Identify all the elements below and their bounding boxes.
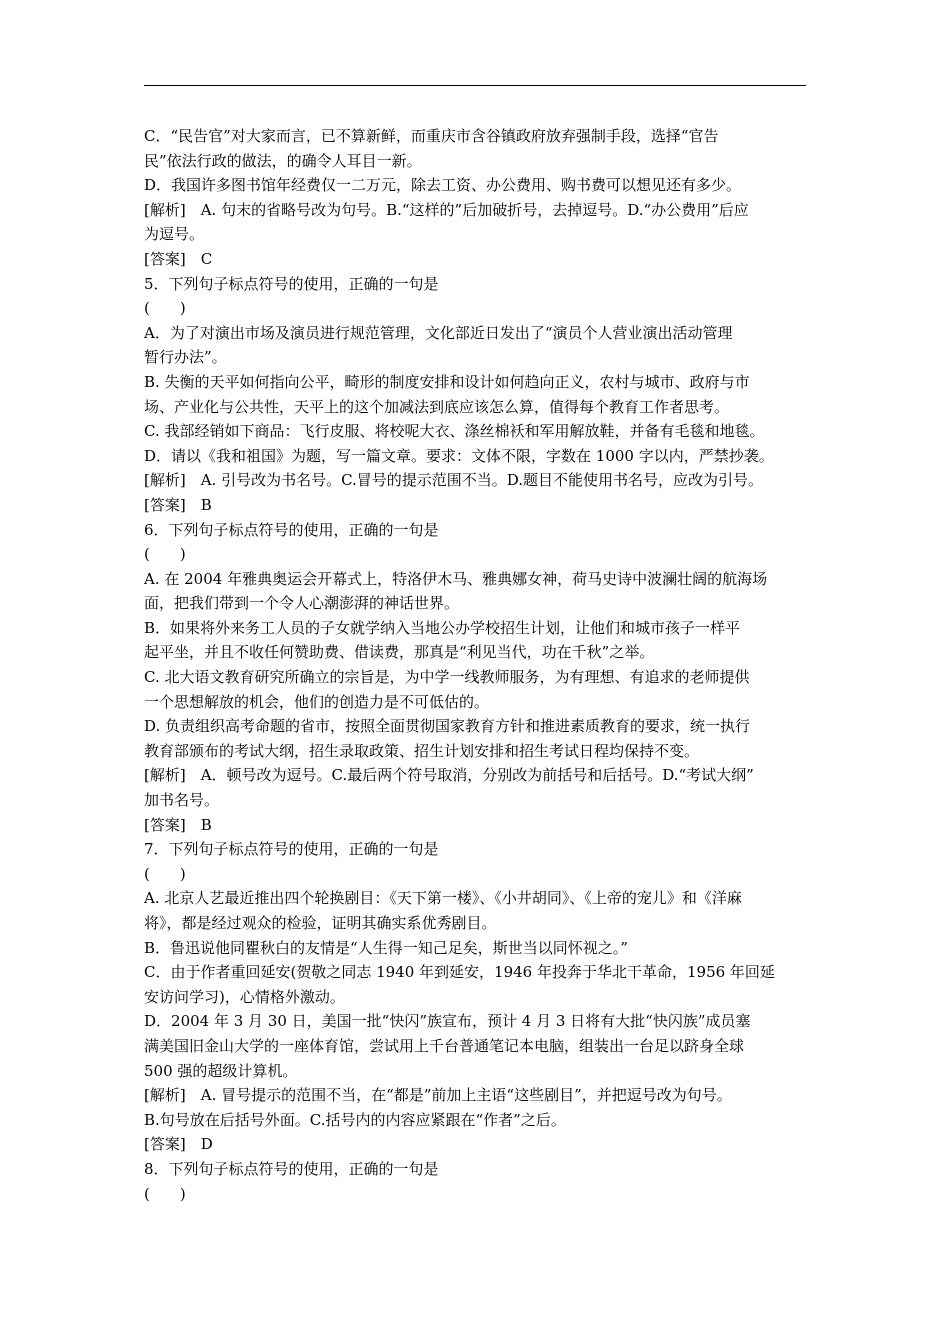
- text-line: 7．下列句子标点符号的使用，正确的一句是: [144, 840, 439, 859]
- document-body: [144, 124, 812, 1206]
- text-line: [解析] A. 引号改为书名号。C.冒号的提示范围不当。D.题目不能使用书名号，应改为引号。: [144, 471, 764, 490]
- header-rule: [144, 85, 806, 86]
- text-line: ( ): [144, 1184, 186, 1203]
- text-line: B.句号放在后括号外面。C.括号内的内容应紧跟在“作者”之后。: [144, 1110, 566, 1129]
- text-line: 满美国旧金山大学的一座体育馆，尝试用上千台普通笔记本电脑，组装出一台足以跻身全球: [144, 1036, 745, 1055]
- text-line: C．由于作者重回延安(贺敬之同志 1940 年到延安，1946 年投奔于华北干革命，1956 年回延: [144, 963, 775, 982]
- text-line: C. 我部经销如下商品：飞行皮服、将校呢大衣、涤丝棉袄和军用解放鞋，并备有毛毯和地毯。: [144, 422, 765, 441]
- text-line: A. 北京人艺最近推出四个轮换剧目：《天下第一楼》、《小井胡同》、《上帝的宠儿》和《洋麻: [144, 889, 742, 908]
- text-line: 起平坐，并且不收任何赞助费、借读费，那真是“利见当代，功在千秋”之举。: [144, 643, 655, 662]
- text-line: A．为了对演出市场及演员进行规范管理，文化部近日发出了“演员个人营业演出活动管理: [144, 323, 733, 342]
- text-line: D. 负责组织高考命题的省市，按照全面贯彻国家教育方针和推进素质教育的要求，统一执行: [144, 717, 751, 736]
- text-line: C．“民告官”对大家而言，已不算新鲜，而重庆市含谷镇政府放弃强制手段，选择“官告: [144, 127, 719, 145]
- text-line: B．鲁迅说他同瞿秋白的友情是“人生得一知己足矣，斯世当以同怀视之。”: [144, 938, 628, 957]
- text-line: 场、产业化与公共性，天平上的这个加减法到底应该怎么算，值得每个教育工作者思考。: [144, 397, 730, 416]
- text-line: 加书名号。: [144, 791, 220, 810]
- text-line: 为逗号。: [144, 225, 205, 244]
- text-line: [解析] A．顿号改为逗号。C.最后两个符号取消，分别改为前括号和后括号。D.“考试大纲”: [144, 766, 754, 785]
- text-line: ( ): [144, 299, 186, 318]
- text-line: A. 在 2004 年雅典奥运会开幕式上，特洛伊木马、雅典娜女神，荷马史诗中波澜壮阔的航海场: [144, 569, 768, 588]
- text-line: D．2004 年 3 月 30 日，美国一批“快闪”族宣布，预计 4 月 3 日将有大批“快闪族”成员塞: [144, 1012, 751, 1031]
- text-line: 一个思想解放的机会，他们的创造力是不可低估的。: [144, 692, 490, 711]
- text-line: D．我国许多图书馆年经费仅一二万元，除去工资、办公费用、购书费可以想见还有多少。: [144, 176, 742, 195]
- text-line: [答案] C: [144, 249, 213, 268]
- text-line: [解析] A. 句末的省略号改为句号。B.“这样的”后加破折号，去掉逗号。D.“办公费用”后应: [144, 200, 749, 219]
- text-line: 500 强的超级计算机。: [144, 1061, 298, 1080]
- text-line: 教育部颁布的考试大纲，招生录取政策、招生计划安排和招生考试日程均保持不变。: [144, 741, 700, 760]
- text-line: 安访问学习)，心情格外激动。: [144, 987, 345, 1006]
- text-line: 民”依法行政的做法，的确令人耳目一新。: [144, 151, 422, 170]
- text-line: B．如果将外来务工人员的子女就学纳入当地公办学校招生计划，让他们和城市孩子一样平: [144, 618, 741, 637]
- text-line: ( ): [144, 864, 186, 883]
- text-line: D．请以《我和祖国》为题，写一篇文章。要求：文体不限，字数在 1000 字以内，严禁抄袭。: [144, 446, 774, 465]
- text-line: B. 失衡的天平如何指向公平，畸形的制度安排和设计如何趋向正义，农村与城市、政府与市: [144, 372, 750, 391]
- text-line: [答案] B: [144, 815, 212, 834]
- text-line: ( ): [144, 545, 186, 564]
- text-line: 5．下列句子标点符号的使用，正确的一句是: [144, 274, 439, 293]
- text-line: 面，把我们带到一个令人心潮澎湃的神话世界。: [144, 594, 460, 613]
- text-line: [解析] A. 冒号提示的范围不当，在“都是”前加上主语“这些剧目”，并把逗号改为句号。: [144, 1086, 732, 1105]
- text-line: C. 北大语文教育研究所确立的宗旨是，为中学一线教师服务，为有理想、有追求的老师提供: [144, 668, 750, 687]
- text-line: 6．下列句子标点符号的使用，正确的一句是: [144, 520, 439, 539]
- text-line: [答案] B: [144, 495, 212, 514]
- text-line: [答案] D: [144, 1135, 213, 1154]
- text-line: 暂行办法”。: [144, 348, 227, 367]
- text-line: 将》，都是经过观众的检验，证明其确实系优秀剧目。: [144, 914, 497, 932]
- text-line: 8．下列句子标点符号的使用，正确的一句是: [144, 1159, 439, 1178]
